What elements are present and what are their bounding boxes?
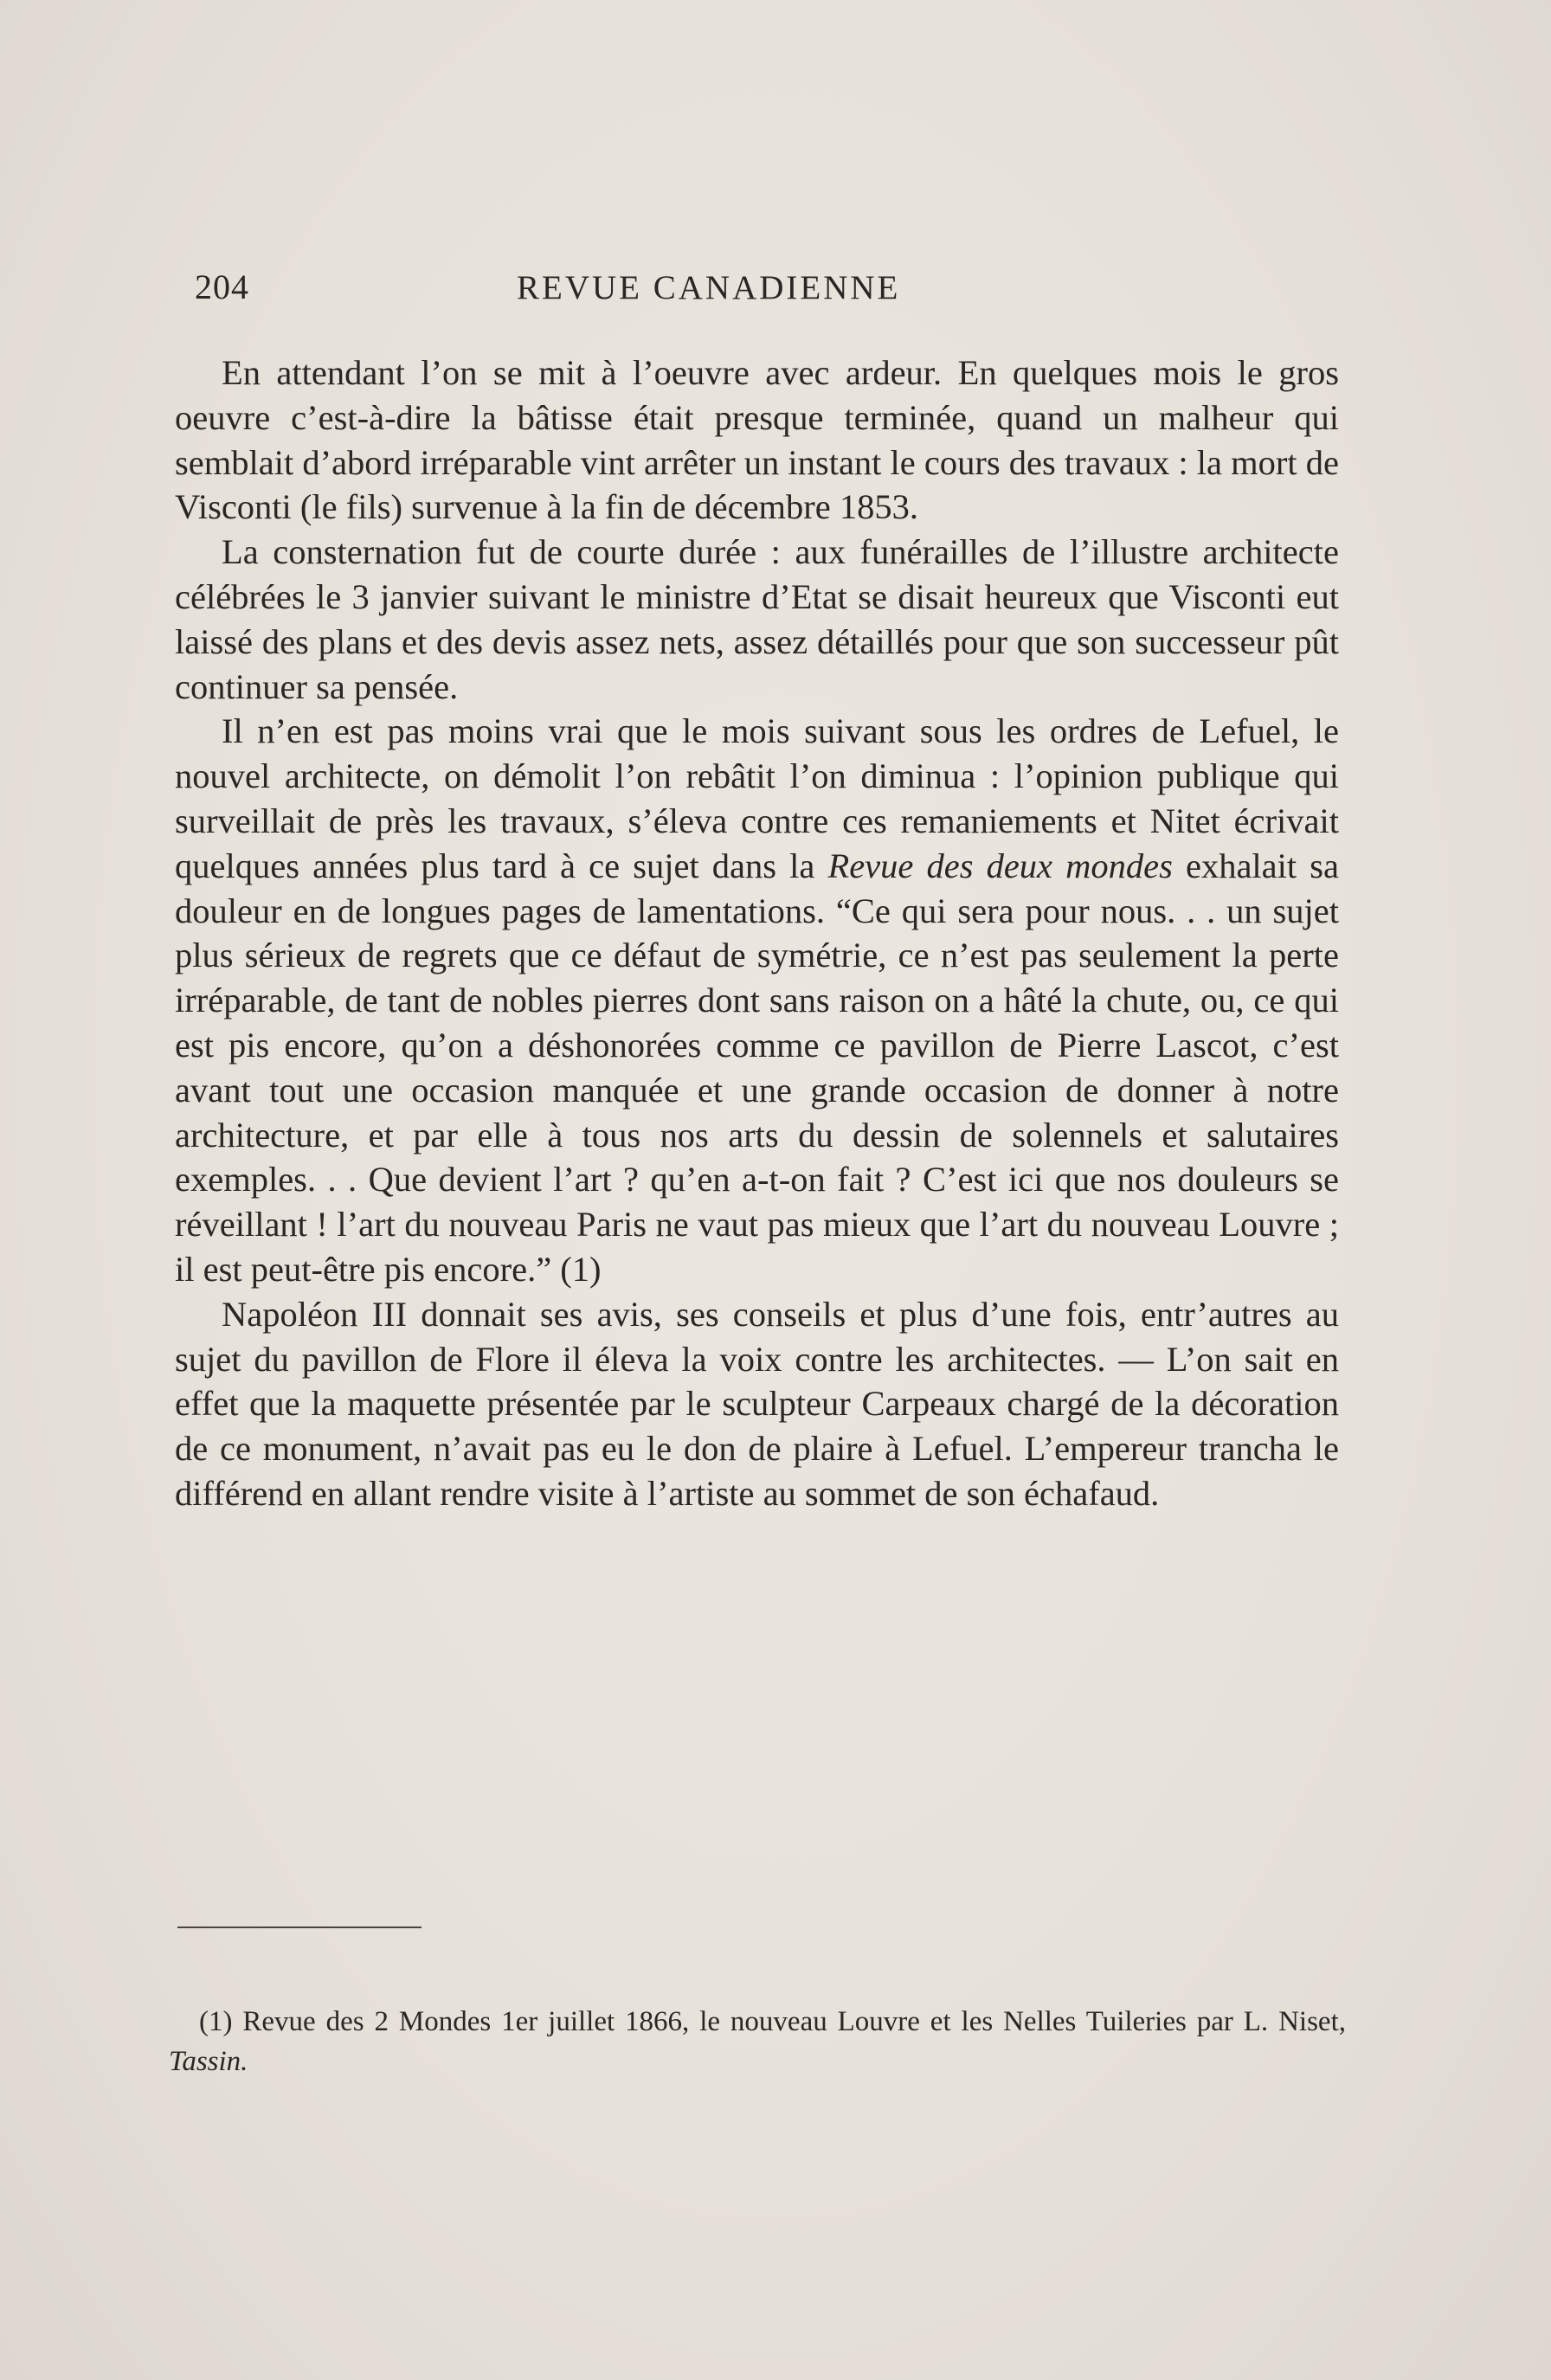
footnote-author: Tassin. — [169, 2046, 248, 2077]
footnote-divider — [177, 1927, 422, 1928]
paragraph — [175, 709, 1339, 1291]
footnote-text — [169, 2002, 1346, 2081]
paragraph: En attendant l’on se mit à l’oeuvre avec ardeur. En quelques mois le gros oeuvre c’est-à-dire la bâtisse était presque terminée, quand un malheur qui semblait d’abord irréparable vint arrêter un instant le cours des travaux : la mort de Visconti (le fils) survenue à la fin de décembre 1853. — [175, 353, 1340, 527]
running-title: REVUE CANADIENNE — [517, 269, 901, 306]
paragraph-text: Il n’en est pas moins vrai que le mois suivant sous les ordres de Lefuel, le nouvel architecte, on démolit l’on rebâtit l’on diminua : l’opinion publique qui surveillait de près les travaux, s’éleva contre ces remaniements et Nitet écrivait quelques années plus tard à ce sujet dans la — [175, 711, 1339, 885]
journal-title: Revue des deux mondes — [827, 846, 1173, 885]
paragraph: La consternation fut de courte durée : aux funérailles de l’illustre architecte célébrées le 3 janvier suivant le ministre d’Etat se disait heureux que Visconti eut laissé des plans et des devis assez nets, assez détaillés pour que son successeur pût continuer sa pensée. — [175, 532, 1339, 706]
page-number: 204 — [195, 267, 249, 306]
footnote — [169, 2002, 1346, 2081]
page-header — [195, 267, 1359, 318]
footnote-body: (1) Revue des 2 Mondes 1er juillet 1866, le nouveau Louvre et les Nelles Tuileries par L. Niset, — [199, 2006, 1346, 2037]
paragraph: Napoléon III donnait ses avis, ses conseils et plus d’une fois, entr’autres au sujet du pavillon de Flore il éleva la voix contre les architectes. — L’on sait en effet que la maquette présentée par le sculpteur Carpeaux chargé de la décoration de ce monument, n’avait pas eu le don de plaire à Lefuel. L’empereur trancha le différend en allant rendre visite à l’artiste au sommet de son échafaud. — [175, 1294, 1339, 1513]
body-text — [175, 351, 1339, 1516]
paragraph-text: exhalait sa douleur en de longues pages de lamentations. “Ce qui sera pour nous. . . un sujet plus sérieux de regrets que ce défaut de symétrie, ce n’est pas seulement la perte irréparable, de tant de nobles pierres dont sans raison on a hâté la chute, ou, ce qui est pis encore, qu’on a déshonorées comme ce pavillon de Pierre Lascot, c’est avant tout une occasion manquée et une grande occasion de donner à notre architecture, et par elle à tous nos arts du dessin de solennels et salutaires exemples. . . Que devient l’art ? qu’en a-t-on fait ? C’est ici que nos douleurs se réveillant ! l’art du nouveau Paris ne vaut pas mieux que l’art du nouveau Louvre ; il est peut-être pis encore.” (1) — [175, 846, 1340, 1289]
